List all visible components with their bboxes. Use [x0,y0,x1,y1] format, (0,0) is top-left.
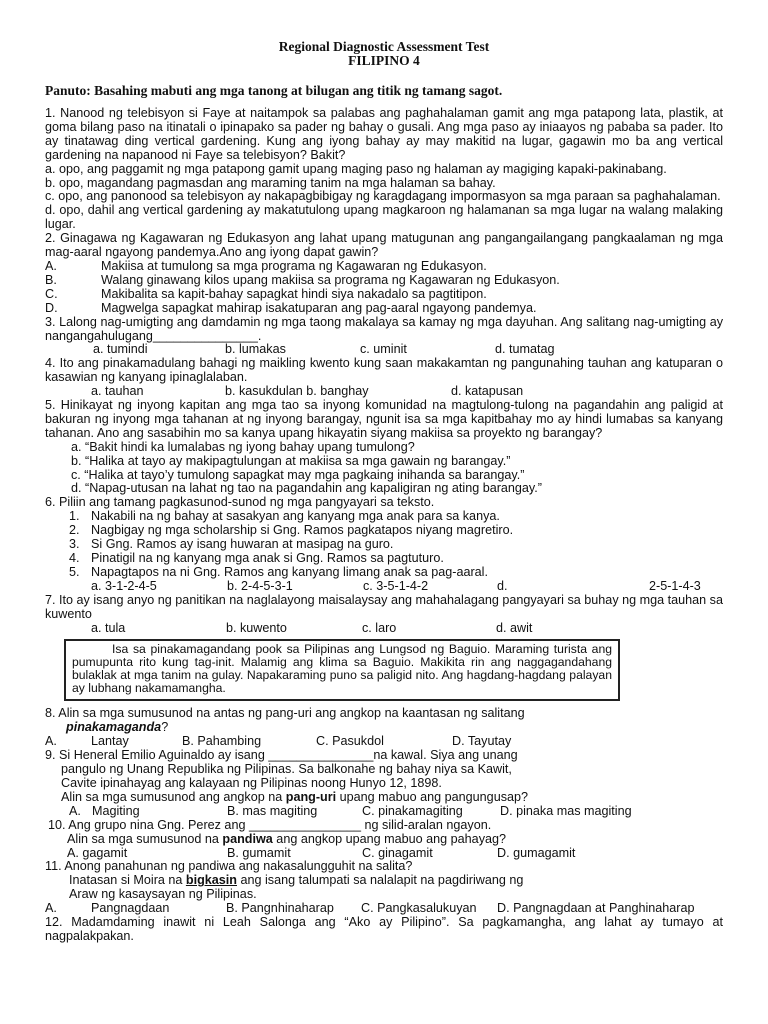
question-8-option-b[interactable]: B. Pahambing [182,734,262,749]
question-10-options [45,847,723,861]
question-6-option-c[interactable]: c. 3-5-1-4-2 [363,578,429,593]
question-6-option-a[interactable]: a. 3-1-2-4-5 [91,578,157,593]
question-2-option-c[interactable] [45,288,723,302]
option-label: B. [45,272,57,287]
question-8-word-line [45,721,723,735]
event-text: Nakabili na ng bahay at sasakyan ang kanyang mga anak para sa kanya. [91,509,500,524]
exam-header [0,40,768,68]
question-4-option-bc[interactable]: b. kasukdulan b. banghay [225,384,369,399]
question-7-option-a[interactable]: a. tula [91,620,126,635]
question-3-option-b[interactable]: b. lumakas [225,342,286,357]
question-5-option-b[interactable]: b. “Halika at tayo ay makipagtulungan at makiisa sa mga gawain ng barangay.” [71,453,511,468]
question-9-line-2: pangulo ng Unang Republika ng Pilipinas. Sa balkonahe ng bahay niya sa Kawit, [61,762,512,777]
event-text: Napagtapos na ni Gng. Ramos ang kanyang limang anak sa pag-aaral. [91,564,488,579]
question-10-prompt [45,833,723,847]
question-9-options [45,805,723,819]
event-number: 5. [69,564,80,579]
question-1-option-c[interactable]: c. opo, ang panonood sa telebisyon ay nakapagbibigay ng karagdagang impormasyon sa mga paraan sa paghahalaman. [45,189,721,204]
question-9-line-3: Cavite ipinahayag ang kalayaan ng Pilipinas noong Hunyo 12, 1898. [61,775,442,790]
question-5-option-d[interactable]: d. “Napag-utusan na lahat ng tao na pagandahin ang kapaligiran ng ating barangay.” [71,481,542,496]
question-6-option-d[interactable]: d. [497,578,508,593]
question-1-option-a[interactable]: a. opo, ang paggamit ng mga patapong gamit upang maging paso ng halaman ay magiging kapaki-pakinabang. [45,161,667,176]
question-7-stem: 7. Ito ay isang anyo ng panitikan na naglalayong maisalaysay ang mahahalagang pangyayari sa buhay ng mga tauhan sa kuwento [45,592,723,621]
question-8-option-c[interactable]: C. Pasukdol [316,734,384,749]
event-text: Nagbigay ng mga scholarship si Gng. Ramos pagkatapos niyang magretiro. [91,523,514,538]
prompt-text: upang mabuo ang pangungusap? [336,789,529,804]
question-5-option-c[interactable]: c. “Halika at tayo’y tumulong sapagkat may mga pagkaing inihanda sa barangay.” [71,467,525,482]
event-text: Pinatigil na ng kanyang mga anak si Gng. Ramos sa pagtuturo. [91,551,444,565]
question-1-stem: 1. Nanood ng telebisyon si Faye at naitampok sa palabas ang paghahalaman gamit ang mga patapong lata, plastik, at goma bilang paso na itinatali o ipinapako sa pader ng bahay o gusali. Ang mga paso ay iniaayos ng pababa sa pader. Ito ay tinatawag ding vertical gardening. Kung ang iyong bahay ay may makitid na lugar, gagawin mo ba ang vertical gardening na napanood ni Faye sa telebisyon? Bakit? [45,106,723,162]
option-text: Makibalita sa kapit-bahay sapagkat hindi siya nakadalo sa pagtitipon. [101,286,487,301]
prompt-keyword: pang-uri [285,789,337,804]
reading-passage: Isa sa pinakamagandang pook sa Pilipinas ang Lungsod ng Baguio. Maraming turista ang pumupunta rito kung tag-init. Malamig ang klima sa Baguio. Makikita rin ang naggagandahang bulaklak at mga tanim na gulay. Napakaraming puno sa paligid nito. Ang hagdang-hagdang palayan ay lubhang nakamamangha. [72,642,612,696]
question-9-option-a-label: A. [69,803,81,818]
event-number: 1. [69,509,80,524]
question-7 [45,594,723,636]
question-11-options [45,902,723,916]
event-item [45,566,723,580]
exam-body [45,107,723,944]
question-9-option-a[interactable]: Magiting [92,803,140,818]
prompt-keyword: pandiwa [222,831,273,846]
underlined-word: bigkasin [185,873,237,888]
question-12 [45,916,723,944]
question-8-option-a[interactable]: Lantay [91,734,129,749]
question-2-option-b[interactable] [45,274,723,288]
question-11-line-3: Araw ng kasaysayan ng Pilipinas. [69,887,257,902]
question-3-option-d[interactable]: d. tumatag [495,342,555,357]
question-8-stem: 8. Alin sa mga sumusunod na antas ng pang-uri ang angkop na kaantasan ng salitang [45,706,525,721]
question-2-option-a[interactable] [45,260,723,274]
question-11-option-d[interactable]: D. Pangnagdaan at Panghinaharap [497,901,695,916]
question-3-option-a[interactable]: a. tumindi [93,342,148,357]
question-4-option-a[interactable]: a. tauhan [91,384,144,399]
question-12-stem: 12. Madamdaming inawit ni Leah Salonga ang “Ako ay Pilipino”. Sa pagkamangha, ang lahat ay tumayo at nagpalakpakan. [45,915,723,943]
question-1 [45,107,723,232]
event-number: 4. [69,551,80,565]
prompt-text: Alin sa mga sumusunod ang angkop na [61,789,286,804]
instructions: Panuto: Basahing mabuti ang mga tanong at bilugan ang titik ng tamang sagot. [45,83,503,98]
option-label: A. [45,258,57,273]
question-8 [45,707,723,749]
question-7-options [45,622,723,636]
question-3-stem: 3. Lalong nag-umigting ang damdamin ng mga taong makalaya sa kamay ng mga dayuhan. Ang salitang nag-umigting ay nangangahulugang_______________. [45,314,723,343]
event-item [45,552,723,566]
question-5 [45,399,723,496]
question-11-option-c[interactable]: C. Pangkasalukuyan [361,901,477,916]
question-7-option-c[interactable]: c. laro [362,620,397,635]
question-9-line-1: 9. Si Heneral Emilio Aguinaldo ay isang _______________na kawal. Siya ang unang [45,748,518,763]
question-6-option-d-value: 2-5-1-4-3 [649,578,701,593]
question-8-option-a-label: A. [45,734,57,749]
reading-passage-box [64,639,620,701]
question-4-stem: 4. Ito ang pinakamadulang bahagi ng maikling kwento kung saan makakamtan ng pangunahing tauhan ang katuparan o kasawian ng kanyang ipinaglalaban. [45,356,723,385]
question-11-sentence [45,874,723,888]
question-2 [45,232,723,315]
prompt-text: ang angkop upang mabuo ang pahayag? [272,831,506,846]
question-3 [45,316,723,358]
question-10-option-a[interactable]: A. gagamit [67,845,128,860]
option-label: C. [45,286,58,301]
question-1-option-d[interactable]: d. opo, dahil ang vertical gardening ay makatutulong upang magkaroon ng halamanan sa mga lugar na walang malaking lugar. [45,203,723,232]
question-4 [45,357,723,399]
question-4-option-d[interactable]: d. katapusan [451,384,524,399]
exam-title: Regional Diagnostic Assessment Test [278,39,490,54]
question-3-option-c[interactable]: c. uminit [360,342,407,357]
question-11-line-1: 11. Anong panahunan ng pandiwa ang nakasalungguhit na salita? [45,859,413,874]
question-7-option-d[interactable]: d. awit [496,620,533,635]
question-11-option-a[interactable]: Pangnagdaan [91,901,170,916]
event-text: Si Gng. Ramos ay isang huwaran at masipag na guro. [91,537,394,552]
question-11-option-a-label: A. [45,901,57,916]
question-1-option-b[interactable]: b. opo, magandang pagmasdan ang maraming tanim na mga halaman sa bahay. [45,175,496,190]
event-item [45,510,723,524]
question-6 [45,496,723,593]
question-10-option-c[interactable]: C. ginagamit [362,845,433,860]
question-2-stem: 2. Ginagawa ng Kagawaran ng Edukasyon ang lahat upang matugunan ang pangangailangang pangkaalaman ng mga mag-aaral ngayong pandemya.Ano ang iyong dapat gawin? [45,231,723,260]
event-number: 3. [69,537,80,552]
option-label: D. [45,300,58,315]
prompt-text: Alin sa mga sumusunod na [67,831,223,846]
option-text: Magwelga sapagkat mahirap isakatuparan ang pag-aaral ngayong pandemya. [101,300,537,315]
question-6-stem: 6. Piliin ang tamang pagkasunod-sunod ng mga pangyayari sa teksto. [45,495,435,510]
question-9 [45,749,723,819]
question-3-options [45,343,723,357]
question-11 [45,860,723,916]
question-8-mark: ? [161,720,169,735]
question-7-option-b[interactable]: b. kuwento [226,620,287,635]
question-9-prompt [45,791,723,805]
question-8-word: pinakamaganda [66,720,162,735]
event-item [45,538,723,552]
exam-subject: FILIPINO 4 [348,53,420,68]
option-text: Walang ginawang kilos upang makiisa sa programa ng Kagawaran ng Edukasyon. [101,272,560,287]
question-5-option-a[interactable]: a. “Bakit hindi ka lumalabas ng iyong bahay upang tumulong? [71,439,415,454]
option-text: Makiisa at tumulong sa mga programa ng Kagawaran ng Edukasyon. [101,258,487,273]
question-11-option-b[interactable]: B. Pangnhinaharap [226,901,334,916]
sentence-text: ang isang talumpati sa nalalapit na pagdiriwang ng [237,873,524,888]
sentence-text: Inatasan si Moira na [69,873,186,888]
question-6-option-b[interactable]: b. 2-4-5-3-1 [227,578,293,593]
question-8-option-d[interactable]: D. Tayutay [452,734,512,749]
question-9-option-c[interactable]: C. pinakamagiting [362,803,463,818]
question-10-option-b[interactable]: B. gumamit [227,845,291,860]
question-2-option-d[interactable] [45,302,723,316]
question-9-option-d[interactable]: D. pinaka mas magiting [500,803,632,818]
question-6-options [45,580,723,594]
question-9-option-b[interactable]: B. mas magiting [227,803,318,818]
question-5-stem: 5. Hinikayat ng inyong kapitan ang mga tao sa inyong komunidad na magtulong-tulong na pagandahin ang paligid at bakuran ng inyong mga tahanan at ng inyong barangay, ngunit isa sa mga kapitbahay mo ay hindi lumabas sa kanyang tahanan. Ano ang sasabihin mo sa kanya upang hikayatin siyang makiisa sa proyekto ng barangay? [45,398,723,440]
question-10 [45,819,723,861]
question-10-line-1: 10. Ang grupo nina Gng. Perez ang ________________ ng silid-aralan ngayon. [48,817,492,832]
question-4-options [45,385,723,399]
question-8-options [45,735,723,749]
question-10-option-d[interactable]: D. gumagamit [497,845,576,860]
event-item [45,524,723,538]
event-number: 2. [69,523,80,538]
